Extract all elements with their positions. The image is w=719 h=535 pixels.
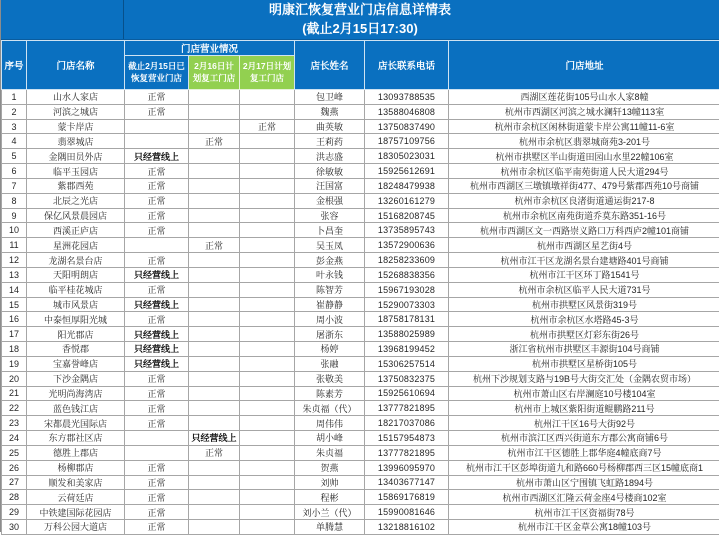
cell-store-address: 杭州市萧山区宁围镇飞虹路1894号: [449, 475, 719, 490]
cell-store-name: 德胜上郡店: [27, 445, 125, 460]
cell-status-recovered: 正常: [125, 312, 189, 327]
cell-status-plan-16: 正常: [189, 134, 240, 149]
cell-status-plan-17: [240, 149, 295, 164]
cell-status-plan-17: [240, 460, 295, 475]
cell-store-address: 杭州市江干区龙湖名景台建塘路401号商铺: [449, 253, 719, 268]
cell-status-recovered: 正常: [125, 520, 189, 535]
page-title-line2: (截止2月15日17:30): [302, 20, 418, 39]
cell-status-recovered: 正常: [125, 253, 189, 268]
cell-store-address: 杭州市江干区环丁路1541号: [449, 267, 719, 282]
cell-no: 30: [2, 520, 27, 535]
cell-store-name: 光明尚海湾店: [27, 386, 125, 401]
cell-status-plan-17: [240, 223, 295, 238]
cell-manager-name: 魏燕: [295, 104, 365, 119]
cell-status-recovered: 正常: [125, 223, 189, 238]
cell-manager-name: 程彬: [295, 490, 365, 505]
cell-store-name: 宋都晨光国际店: [27, 416, 125, 431]
cell-manager-name: 卜昌奎: [295, 223, 365, 238]
cell-store-address: 杭州市西湖区汇隆云荷金座4号楼商102室: [449, 490, 719, 505]
table-header: [2, 41, 719, 90]
cell-status-plan-16: [189, 90, 240, 105]
table-row: [2, 445, 719, 460]
cell-manager-name: 单腾慧: [295, 520, 365, 535]
cell-status-recovered: 正常: [125, 208, 189, 223]
cell-store-name: 西溪正庐店: [27, 223, 125, 238]
cell-status-recovered: 正常: [125, 386, 189, 401]
cell-store-address: 杭州市拱墅区风景街319号: [449, 297, 719, 312]
cell-status-plan-17: [240, 520, 295, 535]
cell-manager-phone: 15990081646: [365, 505, 449, 520]
cell-status-plan-16: [189, 327, 240, 342]
table-row: [2, 505, 719, 520]
col-header-manager-phone: 店长联系电话: [365, 41, 449, 90]
cell-status-plan-17: [240, 431, 295, 446]
table-row: [2, 416, 719, 431]
col-header-store-name: 门店名称: [27, 41, 125, 90]
cell-status-plan-16: [189, 312, 240, 327]
cell-store-address: 杭州市滨江区西兴街道东方郡公寓商铺6号: [449, 431, 719, 446]
cell-manager-phone: 13218816102: [365, 520, 449, 535]
cell-status-plan-16: 只经营线上: [189, 431, 240, 446]
cell-manager-phone: 15157954873: [365, 431, 449, 446]
cell-status-recovered: [125, 238, 189, 253]
cell-manager-name: 曲英敏: [295, 119, 365, 134]
table-row: [2, 431, 719, 446]
cell-store-address: 杭州市西湖区文一西路崇义路口万科西庐2幢101商铺: [449, 223, 719, 238]
cell-manager-name: 彭金燕: [295, 253, 365, 268]
cell-status-plan-17: [240, 327, 295, 342]
cell-manager-phone: 13750832375: [365, 371, 449, 386]
cell-manager-phone: 18758178131: [365, 312, 449, 327]
cell-status-plan-17: [240, 208, 295, 223]
cell-store-name: 紫郡西苑: [27, 178, 125, 193]
cell-status-plan-17: [240, 401, 295, 416]
cell-status-plan-16: [189, 520, 240, 535]
cell-manager-phone: 18258233609: [365, 253, 449, 268]
cell-manager-name: 张容: [295, 208, 365, 223]
cell-manager-phone: 13588046808: [365, 104, 449, 119]
cell-status-plan-16: [189, 342, 240, 357]
table-row: [2, 460, 719, 475]
cell-status-plan-17: [240, 253, 295, 268]
cell-status-plan-16: [189, 253, 240, 268]
cell-store-name: 蓝色钱江店: [27, 401, 125, 416]
table-row: [2, 520, 719, 535]
cell-manager-name: 陈素芳: [295, 386, 365, 401]
cell-store-name: 中泰恒厚阳光城: [27, 312, 125, 327]
cell-no: 25: [2, 445, 27, 460]
cell-status-plan-17: [240, 356, 295, 371]
cell-status-recovered: [125, 445, 189, 460]
col-header-store-address: 门店地址: [449, 41, 719, 90]
cell-manager-name: 包卫峰: [295, 90, 365, 105]
cell-status-plan-17: [240, 312, 295, 327]
cell-status-recovered: [125, 119, 189, 134]
table-row: [2, 371, 719, 386]
cell-manager-phone: 15967193028: [365, 282, 449, 297]
cell-store-name: 龙湖名景台店: [27, 253, 125, 268]
cell-no: 17: [2, 327, 27, 342]
cell-manager-name: 洪志盛: [295, 149, 365, 164]
cell-manager-phone: 13403677147: [365, 475, 449, 490]
cell-no: 15: [2, 297, 27, 312]
cell-manager-name: 汪国富: [295, 178, 365, 193]
cell-manager-name: 朱贞福: [295, 445, 365, 460]
cell-no: 8: [2, 193, 27, 208]
cell-store-address: 杭州市余杭区良渚街道通运街217-8: [449, 193, 719, 208]
cell-manager-name: 刘帅: [295, 475, 365, 490]
cell-status-plan-17: [240, 490, 295, 505]
cell-manager-phone: 18305023031: [365, 149, 449, 164]
cell-manager-name: 周伟伟: [295, 416, 365, 431]
col-header-status-group: 门店营业情况: [125, 41, 295, 56]
cell-status-plan-17: [240, 104, 295, 119]
cell-store-name: 下沙金隅店: [27, 371, 125, 386]
cell-store-name: 保亿风景晨园店: [27, 208, 125, 223]
cell-store-address: 杭州市江干区金草公寓18幢103号: [449, 520, 719, 535]
cell-status-plan-16: [189, 371, 240, 386]
title-grid-divider: [123, 0, 124, 39]
cell-store-address: 杭州市江干区德胜上郡华庭4幢底商7号: [449, 445, 719, 460]
cell-store-name: 香悦郡: [27, 342, 125, 357]
col-header-no: 序号: [2, 41, 27, 90]
col-header-status-plan-17: 2月17日计划复工门店: [240, 56, 295, 90]
cell-store-address: 杭州市拱墅区灯彩东街26号: [449, 327, 719, 342]
cell-no: 28: [2, 490, 27, 505]
table-row: [2, 134, 719, 149]
cell-store-address: 杭州市余杭区临平人民大道731号: [449, 282, 719, 297]
table-row: [2, 238, 719, 253]
cell-no: 24: [2, 431, 27, 446]
cell-store-name: 临平玉园店: [27, 164, 125, 179]
table-row: [2, 401, 719, 416]
cell-manager-phone: 13093788535: [365, 90, 449, 105]
cell-store-name: 翡翠城店: [27, 134, 125, 149]
cell-no: 4: [2, 134, 27, 149]
cell-manager-phone: 13777821895: [365, 401, 449, 416]
cell-store-address: 杭州市拱墅区星桥街105号: [449, 356, 719, 371]
cell-store-address: 杭州市西湖区星艺街4号: [449, 238, 719, 253]
cell-manager-name: 叶永钱: [295, 267, 365, 282]
cell-status-plan-17: [240, 386, 295, 401]
cell-store-address: 杭州下沙规划支路与19B号大街交汇处（金隅农贸市场）: [449, 371, 719, 386]
cell-status-plan-17: [240, 267, 295, 282]
cell-store-name: 万科公园大道店: [27, 520, 125, 535]
cell-status-plan-17: [240, 475, 295, 490]
cell-no: 20: [2, 371, 27, 386]
cell-store-name: 城市风景店: [27, 297, 125, 312]
cell-status-recovered: [125, 431, 189, 446]
cell-status-plan-16: [189, 401, 240, 416]
cell-status-recovered: 正常: [125, 90, 189, 105]
cell-store-address: 杭州市西湖区河滨之城水澜轩13幢113室: [449, 104, 719, 119]
cell-manager-phone: 18248479938: [365, 178, 449, 193]
cell-status-plan-17: [240, 90, 295, 105]
cell-store-address: 杭州市西湖区三墩镇墩祥街477、479号紫郡西苑10号商铺: [449, 178, 719, 193]
cell-status-plan-16: [189, 178, 240, 193]
cell-status-plan-16: [189, 460, 240, 475]
cell-manager-name: 杨婷: [295, 342, 365, 357]
table-row: [2, 90, 719, 105]
cell-store-address: 杭州江干区16号大街92号: [449, 416, 719, 431]
cell-manager-phone: 13572900636: [365, 238, 449, 253]
cell-store-name: 顺发和美家店: [27, 475, 125, 490]
cell-no: 27: [2, 475, 27, 490]
cell-manager-phone: 15268838356: [365, 267, 449, 282]
cell-no: 29: [2, 505, 27, 520]
table-row: [2, 149, 719, 164]
cell-manager-phone: 13588025989: [365, 327, 449, 342]
table-row: [2, 119, 719, 134]
cell-no: 16: [2, 312, 27, 327]
store-table-body: [2, 90, 719, 535]
cell-status-plan-16: [189, 297, 240, 312]
cell-manager-phone: 13968199452: [365, 342, 449, 357]
cell-store-name: 阳光郡店: [27, 327, 125, 342]
cell-no: 1: [2, 90, 27, 105]
cell-manager-name: 徐敏敏: [295, 164, 365, 179]
cell-manager-phone: 13996095970: [365, 460, 449, 475]
cell-manager-phone: 18757109756: [365, 134, 449, 149]
cell-status-plan-16: [189, 104, 240, 119]
cell-status-recovered: 正常: [125, 416, 189, 431]
cell-status-recovered: 正常: [125, 282, 189, 297]
cell-manager-name: 周小波: [295, 312, 365, 327]
table-row: [2, 282, 719, 297]
cell-store-name: 北辰之光店: [27, 193, 125, 208]
page-title: [1, 0, 719, 40]
cell-manager-phone: 15290073303: [365, 297, 449, 312]
cell-store-address: 杭州市余杭区闲林街道蒙卡岸公寓11幢11-6室: [449, 119, 719, 134]
cell-store-name: 临平桂花城店: [27, 282, 125, 297]
cell-status-recovered: 只经营线上: [125, 267, 189, 282]
cell-status-plan-16: [189, 416, 240, 431]
cell-no: 7: [2, 178, 27, 193]
cell-no: 12: [2, 253, 27, 268]
cell-no: 21: [2, 386, 27, 401]
table-row: [2, 178, 719, 193]
cell-manager-name: 朱贞福（代）: [295, 401, 365, 416]
cell-store-address: 杭州市余杭区南苑街道乔莫东路351-16号: [449, 208, 719, 223]
cell-status-plan-17: [240, 342, 295, 357]
cell-status-plan-16: [189, 356, 240, 371]
cell-status-plan-17: [240, 505, 295, 520]
cell-manager-name: 王莉药: [295, 134, 365, 149]
cell-store-name: 云荷廷店: [27, 490, 125, 505]
cell-manager-name: 张融: [295, 356, 365, 371]
cell-status-recovered: 只经营线上: [125, 297, 189, 312]
cell-status-plan-16: [189, 119, 240, 134]
store-table: [1, 40, 719, 535]
cell-store-address: 浙江省杭州市拱墅区丰源街104号商铺: [449, 342, 719, 357]
cell-store-address: 杭州市江干区彭埠街道九和路660号杨柳郡西三区15幢底商1: [449, 460, 719, 475]
cell-status-plan-17: [240, 445, 295, 460]
cell-no: 2: [2, 104, 27, 119]
table-row: [2, 327, 719, 342]
cell-status-plan-17: [240, 416, 295, 431]
cell-status-plan-16: [189, 505, 240, 520]
table-row: [2, 297, 719, 312]
cell-manager-phone: 13750837490: [365, 119, 449, 134]
cell-store-name: 中铁建国际花园店: [27, 505, 125, 520]
cell-store-name: 星洲花园店: [27, 238, 125, 253]
cell-status-plan-16: [189, 267, 240, 282]
cell-no: 22: [2, 401, 27, 416]
cell-no: 19: [2, 356, 27, 371]
table-row: [2, 208, 719, 223]
cell-manager-name: 屠浙东: [295, 327, 365, 342]
cell-status-plan-16: [189, 386, 240, 401]
cell-store-address: 杭州市拱墅区半山街道田园山水里22幢106室: [449, 149, 719, 164]
cell-manager-name: 胡小峰: [295, 431, 365, 446]
cell-store-address: 西湖区莲花街105号山水人家8幢: [449, 90, 719, 105]
cell-store-name: 蒙卡岸店: [27, 119, 125, 134]
cell-manager-phone: 15869176819: [365, 490, 449, 505]
cell-status-plan-16: [189, 193, 240, 208]
cell-status-plan-16: [189, 149, 240, 164]
cell-no: 5: [2, 149, 27, 164]
cell-status-recovered: 正常: [125, 178, 189, 193]
cell-status-plan-16: 正常: [189, 238, 240, 253]
cell-no: 9: [2, 208, 27, 223]
cell-status-plan-17: [240, 134, 295, 149]
cell-status-plan-16: [189, 208, 240, 223]
cell-status-recovered: 正常: [125, 490, 189, 505]
cell-status-recovered: 只经营线上: [125, 356, 189, 371]
cell-manager-phone: 15306257514: [365, 356, 449, 371]
col-header-manager-name: 店长姓名: [295, 41, 365, 90]
cell-manager-phone: 18217037086: [365, 416, 449, 431]
cell-store-address: 杭州市江干区资福街78号: [449, 505, 719, 520]
cell-status-recovered: 只经营线上: [125, 327, 189, 342]
cell-no: 10: [2, 223, 27, 238]
col-header-status-plan-16: 2月16日计划复工门店: [189, 56, 240, 90]
cell-manager-phone: 15925610694: [365, 386, 449, 401]
cell-no: 3: [2, 119, 27, 134]
cell-status-plan-17: 正常: [240, 119, 295, 134]
col-header-status-recovered: 截止2月15日已恢复营业门店: [125, 56, 189, 90]
table-row: [2, 193, 719, 208]
cell-manager-phone: 13777821895: [365, 445, 449, 460]
cell-no: 13: [2, 267, 27, 282]
cell-manager-name: 贺燕: [295, 460, 365, 475]
cell-no: 6: [2, 164, 27, 179]
table-row: [2, 342, 719, 357]
cell-manager-name: 张敬美: [295, 371, 365, 386]
cell-no: 26: [2, 460, 27, 475]
cell-manager-phone: 15168208745: [365, 208, 449, 223]
table-row: [2, 253, 719, 268]
cell-status-plan-16: 正常: [189, 445, 240, 460]
table-row: [2, 267, 719, 282]
cell-manager-phone: 13260161279: [365, 193, 449, 208]
cell-store-name: 金隅田员外店: [27, 149, 125, 164]
cell-store-name: 河滨之城店: [27, 104, 125, 119]
cell-store-address: 杭州市余杭区水塔路45-3号: [449, 312, 719, 327]
table-row: [2, 164, 719, 179]
cell-status-plan-17: [240, 371, 295, 386]
cell-status-plan-16: [189, 164, 240, 179]
cell-status-recovered: 正常: [125, 475, 189, 490]
cell-manager-name: 刘小兰（代）: [295, 505, 365, 520]
cell-status-plan-16: [189, 490, 240, 505]
cell-status-plan-17: [240, 164, 295, 179]
cell-store-name: 天阳明朗店: [27, 267, 125, 282]
table-row: [2, 386, 719, 401]
cell-status-recovered: 只经营线上: [125, 149, 189, 164]
cell-status-plan-16: [189, 223, 240, 238]
table-row: [2, 104, 719, 119]
cell-store-address: 杭州市萧山区右岸澜庭10号楼104室: [449, 386, 719, 401]
cell-manager-name: 吴玉凤: [295, 238, 365, 253]
cell-status-plan-17: [240, 238, 295, 253]
cell-status-recovered: 正常: [125, 401, 189, 416]
cell-manager-phone: 13735895743: [365, 223, 449, 238]
table-row: [2, 356, 719, 371]
table-row: [2, 312, 719, 327]
cell-status-recovered: 正常: [125, 505, 189, 520]
cell-no: 18: [2, 342, 27, 357]
cell-status-plan-17: [240, 178, 295, 193]
cell-store-name: 东方郡社区店: [27, 431, 125, 446]
cell-store-address: 杭州市上城区紫阳街道鲲鹏路211号: [449, 401, 719, 416]
cell-no: 23: [2, 416, 27, 431]
cell-status-plan-17: [240, 297, 295, 312]
cell-status-recovered: 正常: [125, 164, 189, 179]
cell-no: 14: [2, 282, 27, 297]
table-row: [2, 475, 719, 490]
cell-status-recovered: [125, 134, 189, 149]
cell-store-address: 杭州市余杭区翡翠城商苑3-201号: [449, 134, 719, 149]
cell-status-plan-16: [189, 282, 240, 297]
cell-status-recovered: 正常: [125, 104, 189, 119]
cell-status-recovered: 正常: [125, 193, 189, 208]
cell-manager-name: 金根强: [295, 193, 365, 208]
cell-status-recovered: 正常: [125, 371, 189, 386]
cell-manager-name: 崔静静: [295, 297, 365, 312]
cell-status-plan-17: [240, 282, 295, 297]
cell-manager-phone: 15925612691: [365, 164, 449, 179]
table-row: [2, 223, 719, 238]
cell-store-name: 宝嘉誉峰店: [27, 356, 125, 371]
page-title-line1: 明康汇恢复营业门店信息详情表: [269, 1, 451, 20]
cell-store-name: 杨柳郡店: [27, 460, 125, 475]
cell-store-name: 山水人家店: [27, 90, 125, 105]
cell-no: 11: [2, 238, 27, 253]
table-row: [2, 490, 719, 505]
cell-status-plan-17: [240, 193, 295, 208]
cell-store-address: 杭州市余杭区临平南苑街道人民大道294号: [449, 164, 719, 179]
cell-manager-name: 陈智芳: [295, 282, 365, 297]
cell-status-plan-16: [189, 475, 240, 490]
cell-status-recovered: 只经营线上: [125, 342, 189, 357]
cell-status-recovered: 正常: [125, 460, 189, 475]
